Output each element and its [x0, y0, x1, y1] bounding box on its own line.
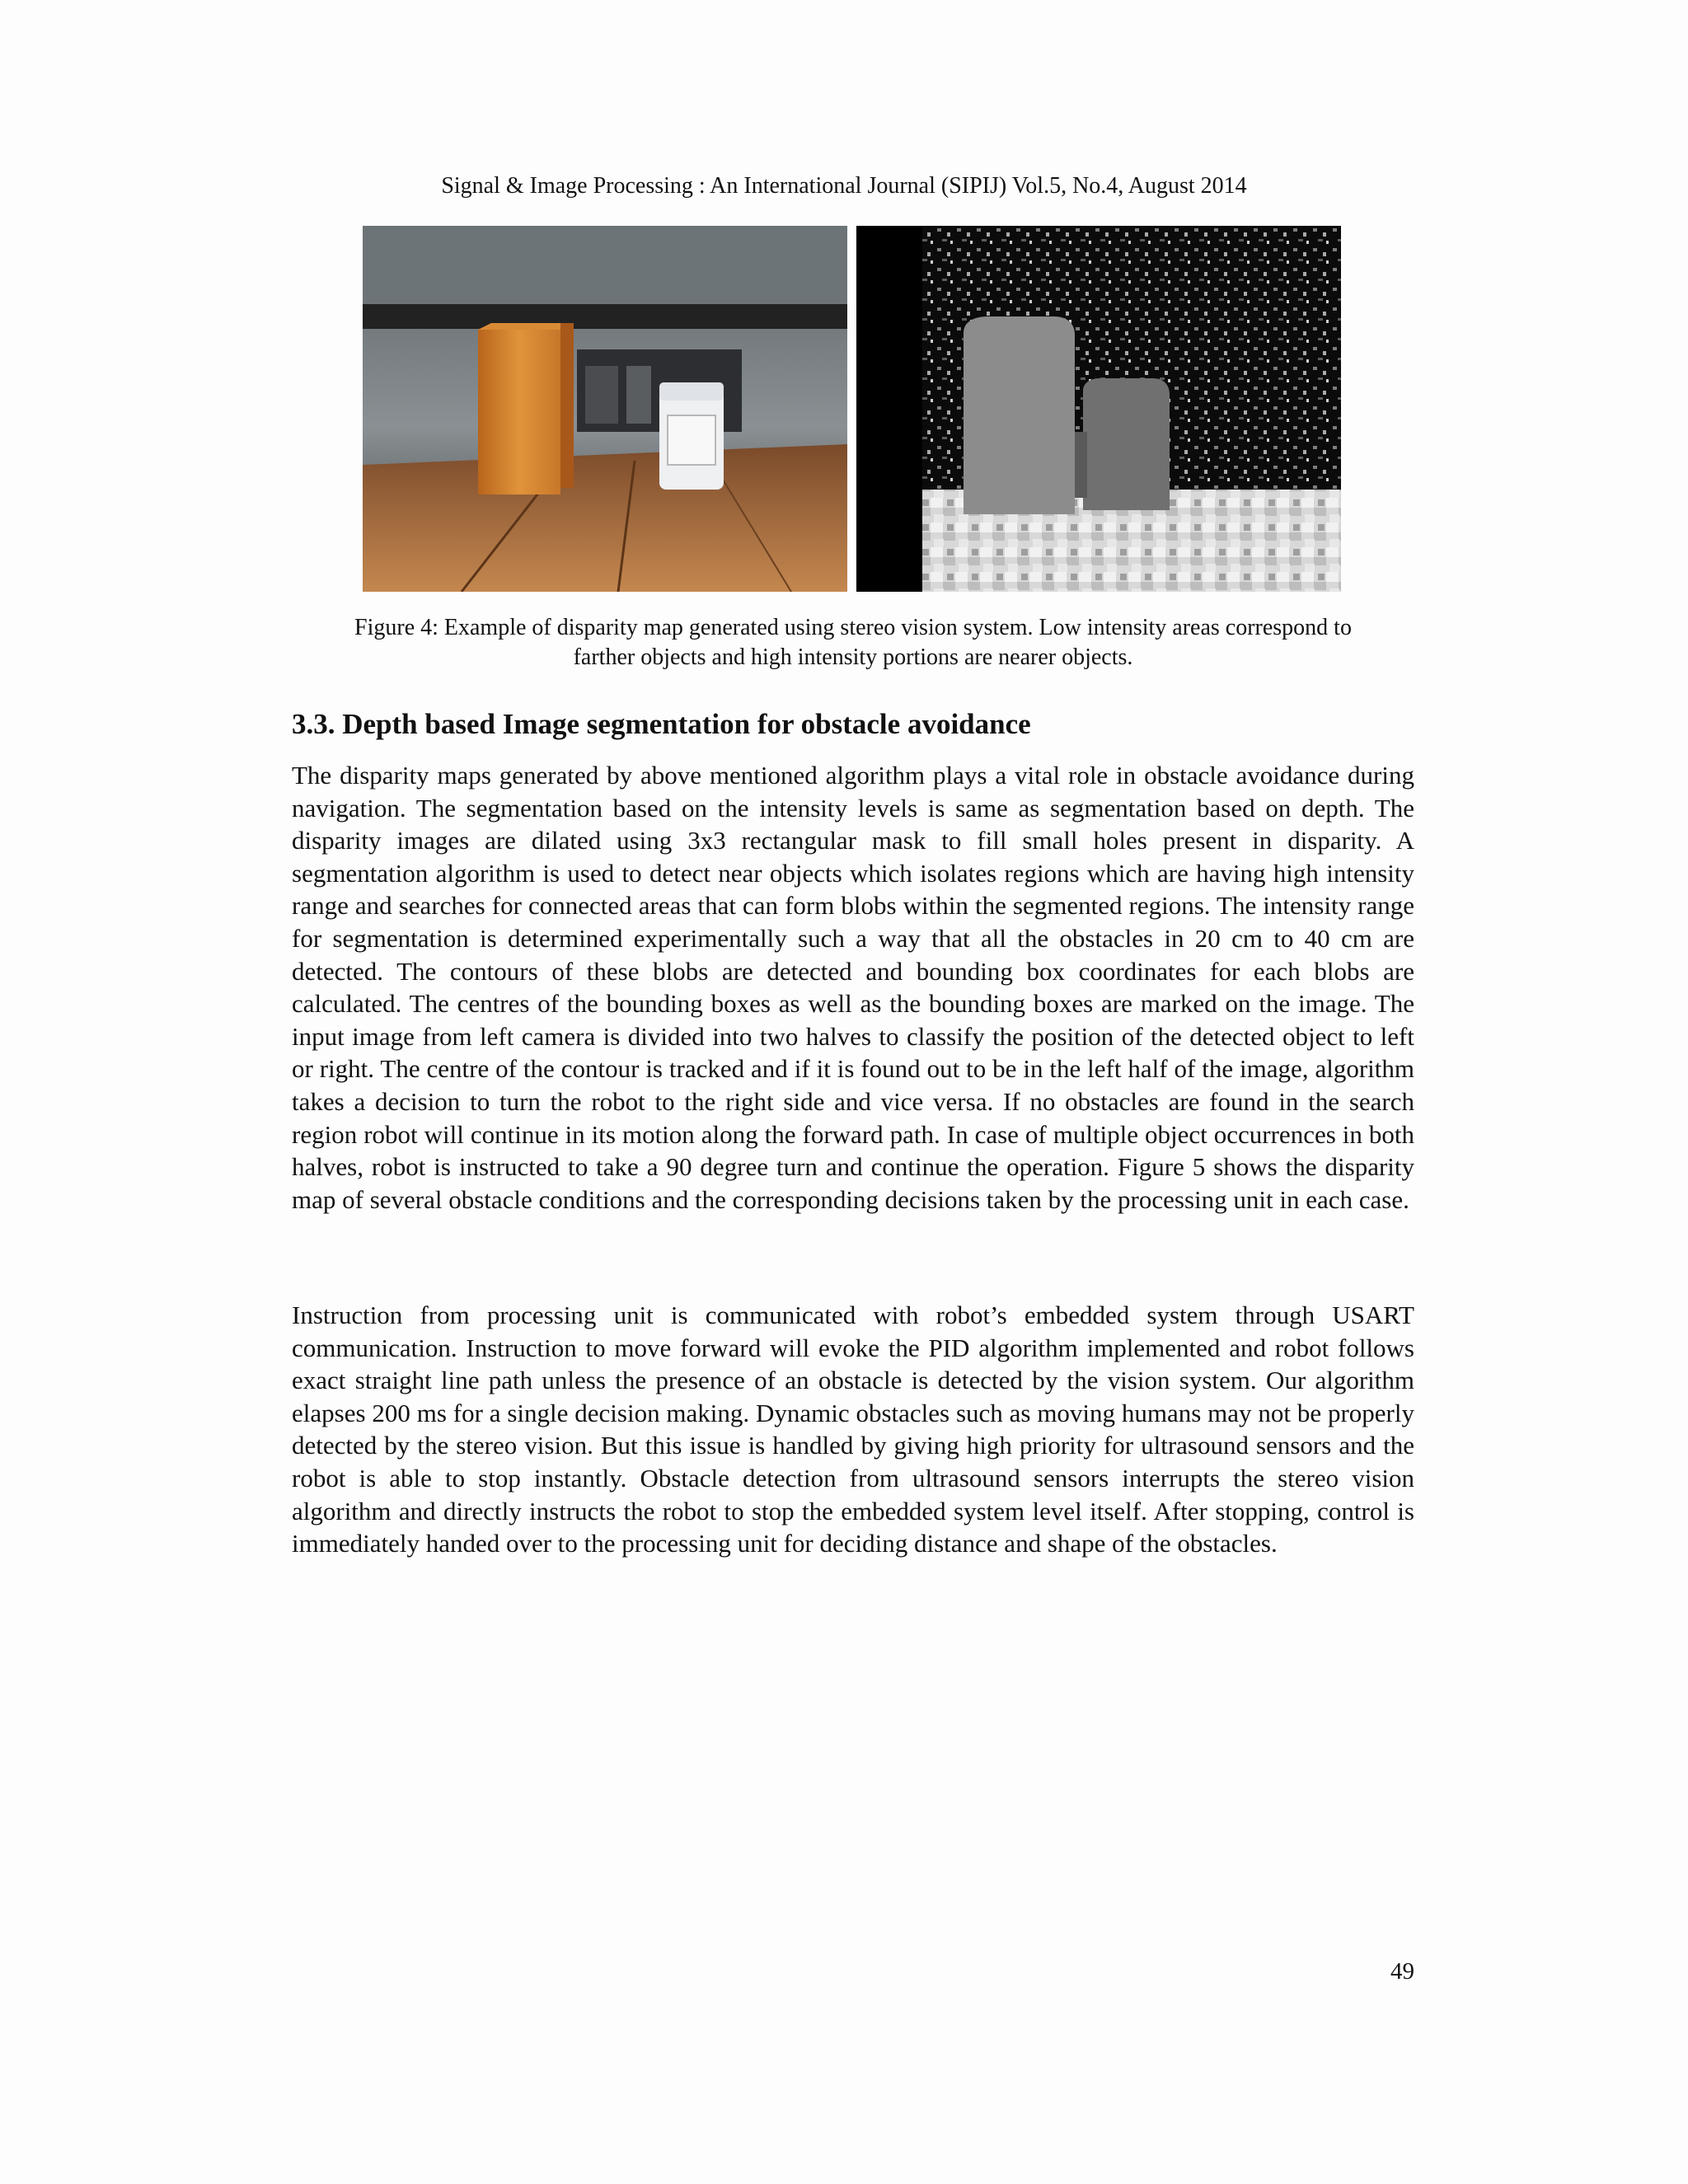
body-paragraph-1: The disparity maps generated by above mentioned algorithm plays a vital role in obstacle avoidance during navigation. The segmentation based on the intensity levels is same as segmentation based on depth. The disparity images are dilated using 3x3 rectangular mask to fill small holes present in disparity. A segmentation algorithm is used to detect near objects which isolates regions which are having high intensity range and searches for connected areas that can form blobs within the segmented regions. The intensity range for segmentation is determined experimentally such a way that all the obstacles in 20 cm to 40 cm are detected. The contours of these blobs are detected and bounding box coordinates for each blobs are calculated. The centres of the bounding boxes as well as the bounding boxes are marked on the image. The input image from left camera is divided into two halves to classify the position of the detected object to left or right. The centre of the contour is tracked and if it is found out to be in the left half of the image, algorithm takes a decision to turn the robot to the right side and vice versa. If no obstacles are found in the search region robot will continue in its motion along the forward path. In case of multiple object occurrences in both halves, robot is instructed to take a 90 degree turn and continue the operation. Figure 5 shows the disparity map of several obstacle conditions and the corresponding decisions taken by the processing unit in each case. [292, 761, 1414, 1214]
running-header: Signal & Image Processing : An International Journal (SIPIJ) Vol.5, No.4, August 2014 [441, 173, 1247, 199]
section-heading: 3.3. Depth based Image segmentation for obstacle avoidance [292, 708, 1031, 740]
caption-line-1: Figure 4: Example of disparity map generated using stereo vision system. Low intensity areas correspond to [354, 615, 1352, 640]
page-number: 49 [1390, 1958, 1414, 1985]
figure-caption [292, 613, 1414, 673]
disparity-map [856, 226, 1341, 592]
body-paragraph-2: Instruction from processing unit is communicated with robot’s embedded system through USART communication. Instruction to move forward will evoke the PID algorithm implemented and robot follows exact straight line path unless the presence of an obstacle is detected by the vision system. Our algorithm elapses 200 ms for a single decision making. Dynamic obstacles such as moving humans may not be properly detected by the stereo vision. But this issue is handled by giving high priority for ultrasound sensors and the robot is able to stop instantly. Obstacle detection from ultrasound sensors interrupts the stereo vision algorithm and directly instructs the robot to stop the embedded system level itself. After stopping, control is immediately handed over to the processing unit for deciding distance and shape of the obstacles. [292, 1301, 1414, 1558]
figure-4 [363, 226, 1341, 592]
caption-line-2: farther objects and high intensity portions are nearer objects. [573, 644, 1133, 670]
stereo-camera-photo [363, 226, 847, 592]
